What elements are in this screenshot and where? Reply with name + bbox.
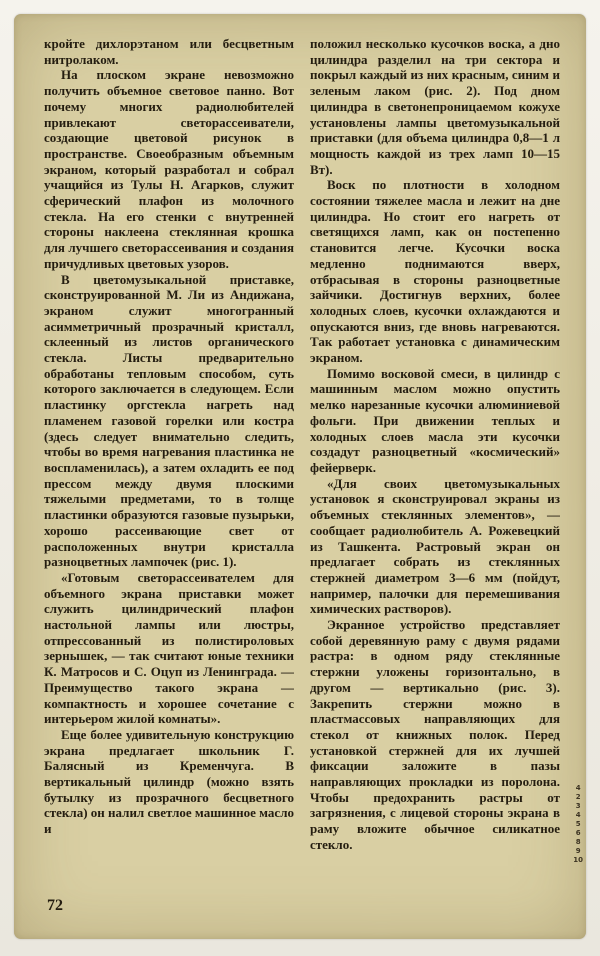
- page-number: 72: [47, 897, 63, 914]
- paragraph: положил несколько кусочков воска, а дно цилиндра разделил на три сектора и покрыл каждый из них красным, синим и зеленым лаком (рис. 2). Под дном цилиндра в светонепроницаемом кожухе установлены лампы цветомузыкальной приставки (для объема цилиндра 0,8—1 л мощность каждой из трех ламп 10—15 Вт).: [310, 36, 560, 177]
- paragraph: В цветомузыкальной приставке, сконструированной М. Ли из Андижана, экраном служит многогранный асимметричный прозрачный кристалл, склеенный из листов органического стекла. Листы предварительно обработаны тепловым способом, суть которого заключается в следующем. Если пластинку оргстекла нагреть над пламенем газовой горелки или костра (здесь следует внимательно следить, чтобы во время нагревания пластинка не воспламенилась), а затем охладить ее под прессом между двумя плоскими тяжелыми предметами, то в толще пластинки образуются газовые пузырьки, хорошо рассеивающие свет от расположенных внутри кристалла разноцветных лампочек (рис. 1).: [44, 271, 294, 570]
- paragraph: Еще более удивительную конструкцию экрана предлагает школьник Г. Балясный из Кременчуга. В вертикальный цилиндр (можно взять бутылку из прозрачного бесцветного стекла) он налил светлое машинное масло и: [44, 726, 294, 837]
- printer-mark: 8: [575, 838, 581, 846]
- printer-mark: 2: [575, 793, 581, 801]
- paragraph: На плоском экране невозможно получить объемное световое панно. Вот почему многих радиолюбителей привлекают светорассеиватели, создающие цветовой рисунок в пространстве. Своеобразным объемным экраном, который разработал и собрал учащийся из Тулы Н. Агарков, служит сферический плафон из молочного стекла. На его стенки с внутренней стороны наклеена стеклянная крошка для лучшего светорассеивания и создания причудливых цветовых узоров.: [44, 67, 294, 271]
- paragraph: «Для своих цветомузыкальных установок я сконструировал экраны из объемных стеклянных элементов», — сообщает радиолюбитель А. Рожевецкий из Ташкента. Растровый экран он предлагает собрать из стеклянных стержней диаметром 3—6 мм (пойдут, например, палочки для перемешивания химических растворов).: [310, 475, 560, 617]
- paragraph: Помимо восковой смеси, в цилиндр с машинным маслом можно опустить мелко нарезанные кусочки алюминиевой фольги. При движении теплых и холодных слоев масла эти кусочки создадут разноцветный «космический» фейерверк.: [310, 365, 560, 475]
- printer-mark: 9: [575, 847, 581, 855]
- printer-mark: 4: [575, 784, 581, 792]
- paragraph: Воск по плотности в холодном состоянии тяжелее масла и лежит на дне цилиндра. Но стоит его нагреть от светящихся ламп, как он постепенно становится легче. Кусочки воска медленно поднимаются вверх, отбрасывая в стороны разноцветные зайчики. Достигнув верхних, более холодных слоев, кусочки охлаждаются и опускаются вниз, где вновь нагреваются. Так работает установка с динамическим экраном.: [310, 177, 560, 366]
- page-paper: [14, 14, 586, 939]
- paragraph: «Готовым светорассеивателем для объемного экрана приставки может служить цилиндрический плафон настольной лампы или люстры, отпрессованный из полистироловых зернышек, — так считают юные техники К. Матросов и С. Оцуп из Ленинграда. — Преимущество такого экрана — компактность и хорошее сочетание с интерьером жилой комнаты».: [44, 569, 294, 727]
- printer-mark: 10: [573, 856, 583, 864]
- printer-mark: 3: [575, 802, 581, 810]
- printer-signature-marks: [573, 784, 583, 865]
- printer-mark: 5: [575, 820, 581, 828]
- printer-mark: 6: [575, 829, 581, 837]
- paragraph: кройте дихлорэтаном или бесцветным нитролаком.: [44, 36, 294, 67]
- text-column-left: [44, 36, 294, 885]
- printer-mark: 4: [575, 811, 581, 819]
- text-column-right: [310, 36, 560, 885]
- paragraph: Экранное устройство представляет собой деревянную раму с двумя рядами растра: в одном ряду стеклянные стержни уложены горизонтально, в другом — вертикально (рис. 3). Закрепить стержни можно в пластмассовых направляющих для стекол от книжных полок. Перед установкой стержней для их лучшей фиксации заложите в пазы направляющих прокладки из поролона. Чтобы предохранить растры от загрязнения, с лицевой стороны экрана в раму вложите обычное силикатное стекло.: [310, 617, 560, 852]
- text-body: [44, 36, 560, 885]
